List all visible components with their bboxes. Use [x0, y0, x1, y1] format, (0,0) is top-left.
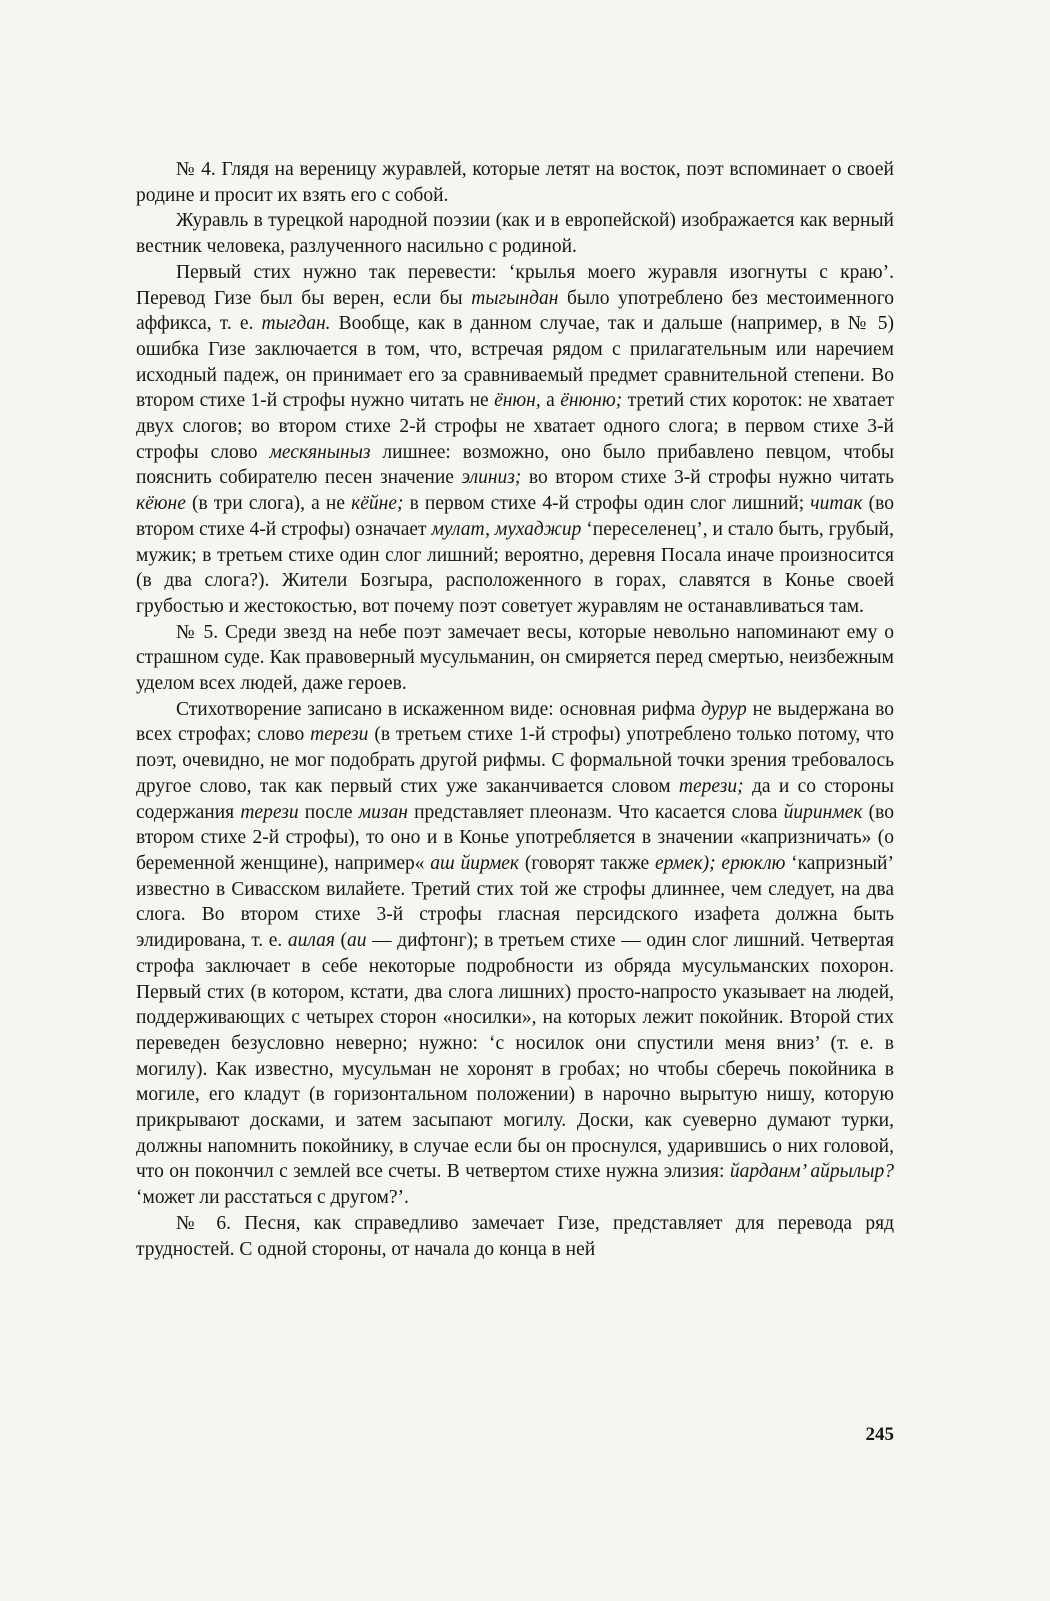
paragraph-4-heading: № 4. Глядя на вереницу журавлей, которые летят на восток, поэт вспоминает о своей родине и просит их взять его с собой. — [136, 159, 894, 206]
page-body — [136, 157, 894, 1262]
paragraph-5-heading: № 5. Среди звезд на небе поэт замечает весы, которые невольно напоминают ему о страшном суде. Как правоверный мусульманин, он смиряется перед смертью, неизбежным уделом всех людей, даже героев. — [136, 621, 894, 695]
paragraph-poem-distorted: Стихотворение записано в искаженном виде: основная рифма дурур не выдержана во всех строфах; слово терези (в третьем стихе 1-й строфы) употреблено только потому, что поэт, очевидно, не мог подобрать другой рифмы. С формальной точки зрения требовалось другое слово, так как первый стих уже заканчивается словом терези; да и со стороны содержания терези после мизан представляет плеоназм. Что касается слова йиринмек (во втором стихе 2-й строфы), то оно и в Конье употребляется в значении «капризничать» (о беременной женщине), например« аш йирмек (говорят также ермек); ерюклю ‘капризный’ известно в Сивасском вилайете. Третий стих той же строфы длиннее, чем следует, на два слога. Во втором стихе 3-й строфы гласная персидского изафета должна быть элидирована, т. е. аилая (аи — дифтонг); в третьем стихе — один слог лишний. Четвертая строфа заключает в себе некоторые подробности из обряда мусульманских похорон. Первый стих (в котором, кстати, два слога лишних) просто-напросто указывает на людей, поддерживающих с четырех сторон «носилки», на которых лежит покойник. Второй стих переведен безусловно неверно; нужно: ‘с носилок они спустили меня вниз’ (т. е. в могилу). Как известно, мусульман не хоронят в гробах; но чтобы сберечь покойника в могиле, его кладут (в горизонтальном положении) в нарочно вырытую нишу, которую прикрывают досками, и затем засыпают могилу. Доски, как суеверно думают турки, должны напомнить покойнику, в случае если бы он проснулся, ударившись о них головой, что он покончил с землей все счеты. В четвертом стихе нужна элизия: йарданм’ айрылыр? ‘может ли расстаться с другом?’. — [136, 698, 895, 1209]
paragraph-first-verse: Первый стих нужно так перевести: ‘крылья моего журавля изогнуты с краю’. Перевод Гизе был бы верен, если бы тыгындан было употреблено без местоименного аффикса, т. е. тыгдан. Вообще, как в данном случае, так и дальше (например, в № 5) ошибка Гизе заключается в том, что, встречая рядом с прилагательным или наречием исходный падеж, он принимает его за сравниваемый предмет сравнительной степени. Во втором стихе 1-й строфы нужно читать не ёнюн, а ёнюню; третий стих короток: не хватает двух слогов; во втором стихе 2-й строфы не хватает одного слога; в первом стихе 3-й строфы слово мескяныныз лишнее: возможно, оно было прибавлено певцом, чтобы пояснить собирателю песен значение элиниз; во втором стихе 3-й строфы нужно читать кёюне (в три слога), а не кёйне; в первом стихе 4-й строфы один слог лишний; читак (во втором стихе 4-й строфы) означает мулат, мухаджир ‘переселенец’, и стало быть, грубый, мужик; в третьем стихе один слог лишний; вероятно, деревня Посала иначе произносится (в два слога?). Жители Бозгыра, расположенного в горах, славятся в Конье своей грубостью и жестокостью, вот почему поэт советует журавлям не останавливаться там. — [136, 261, 895, 617]
page-number: 245 — [865, 1424, 894, 1445]
paragraph-crane-symbol: Журавль в турецкой народной поэзии (как и в европейской) изображается как верный вестник человека, разлученного насильно с родиной. — [136, 210, 894, 258]
paragraph-6-heading: № 6. Песня, как справедливо замечает Гизе, представляет для перевода ряд трудностей. С одной стороны, от начала до конца в ней — [136, 1212, 894, 1260]
